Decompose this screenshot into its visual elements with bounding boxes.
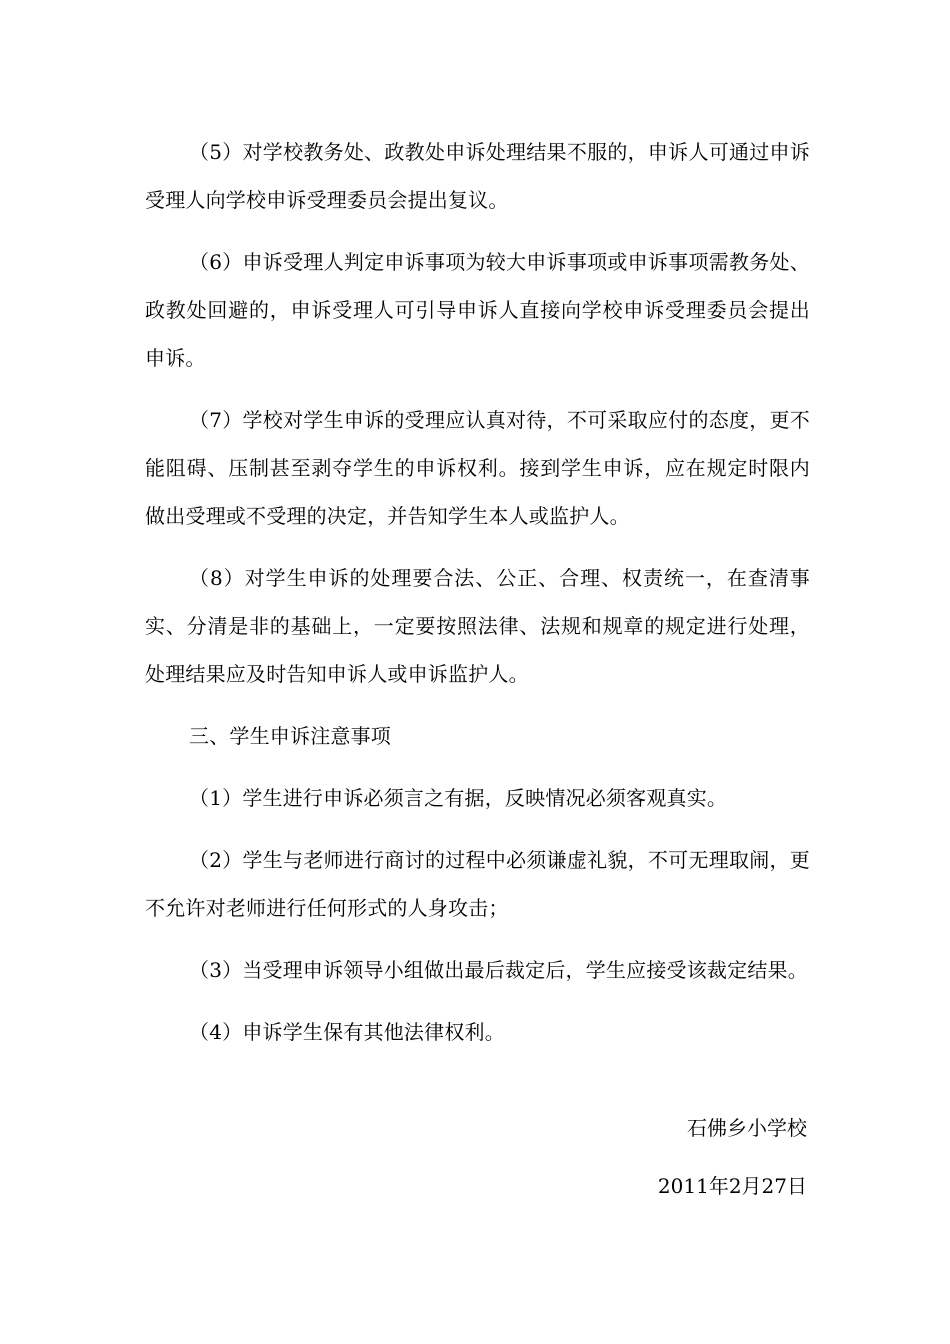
notice-item-3: （3）当受理申诉领导小组做出最后裁定后，学生应接受该裁定结果。 (189, 958, 808, 982)
document-body (145, 128, 810, 1070)
paragraph-item-5: （5）对学校教务处、政教处申诉处理结果不服的，申诉人可通过申诉受理人向学校申诉受理委员会提出复议。 (145, 140, 810, 212)
signature-organization: 石佛乡小学校 (687, 1116, 807, 1140)
notice-item-2: （2）学生与老师进行商讨的过程中必须谦虚礼貌，不可无理取闹，更不允许对老师进行任何形式的人身攻击； (145, 848, 810, 920)
paragraph-item-8: （8）对学生申诉的处理要合法、公正、合理、权责统一，在查清事实、分清是非的基础上，一定要按照法律、法规和规章的规定进行处理，处理结果应及时告知申诉人或申诉监护人。 (145, 566, 810, 686)
notice-item-4: （4）申诉学生保有其他法律权利。 (189, 1020, 505, 1044)
section-heading: 三、学生申诉注意事项 (189, 724, 391, 748)
paragraph-item-6: （6）申诉受理人判定申诉事项为较大申诉事项或申诉事项需教务处、政教处回避的，申诉受理人可引导申诉人直接向学校申诉受理委员会提出申诉。 (145, 250, 810, 370)
paragraph-item-7: （7）学校对学生申诉的受理应认真对待，不可采取应付的态度，更不能阻碍、压制甚至剥夺学生的申诉权利。接到学生申诉，应在规定时限内做出受理或不受理的决定，并告知学生本人或监护人。 (145, 408, 810, 528)
signature-date: 2011年2月27日 (657, 1174, 807, 1198)
notice-item-1: （1）学生进行申诉必须言之有据，反映情况必须客观真实。 (189, 786, 728, 810)
